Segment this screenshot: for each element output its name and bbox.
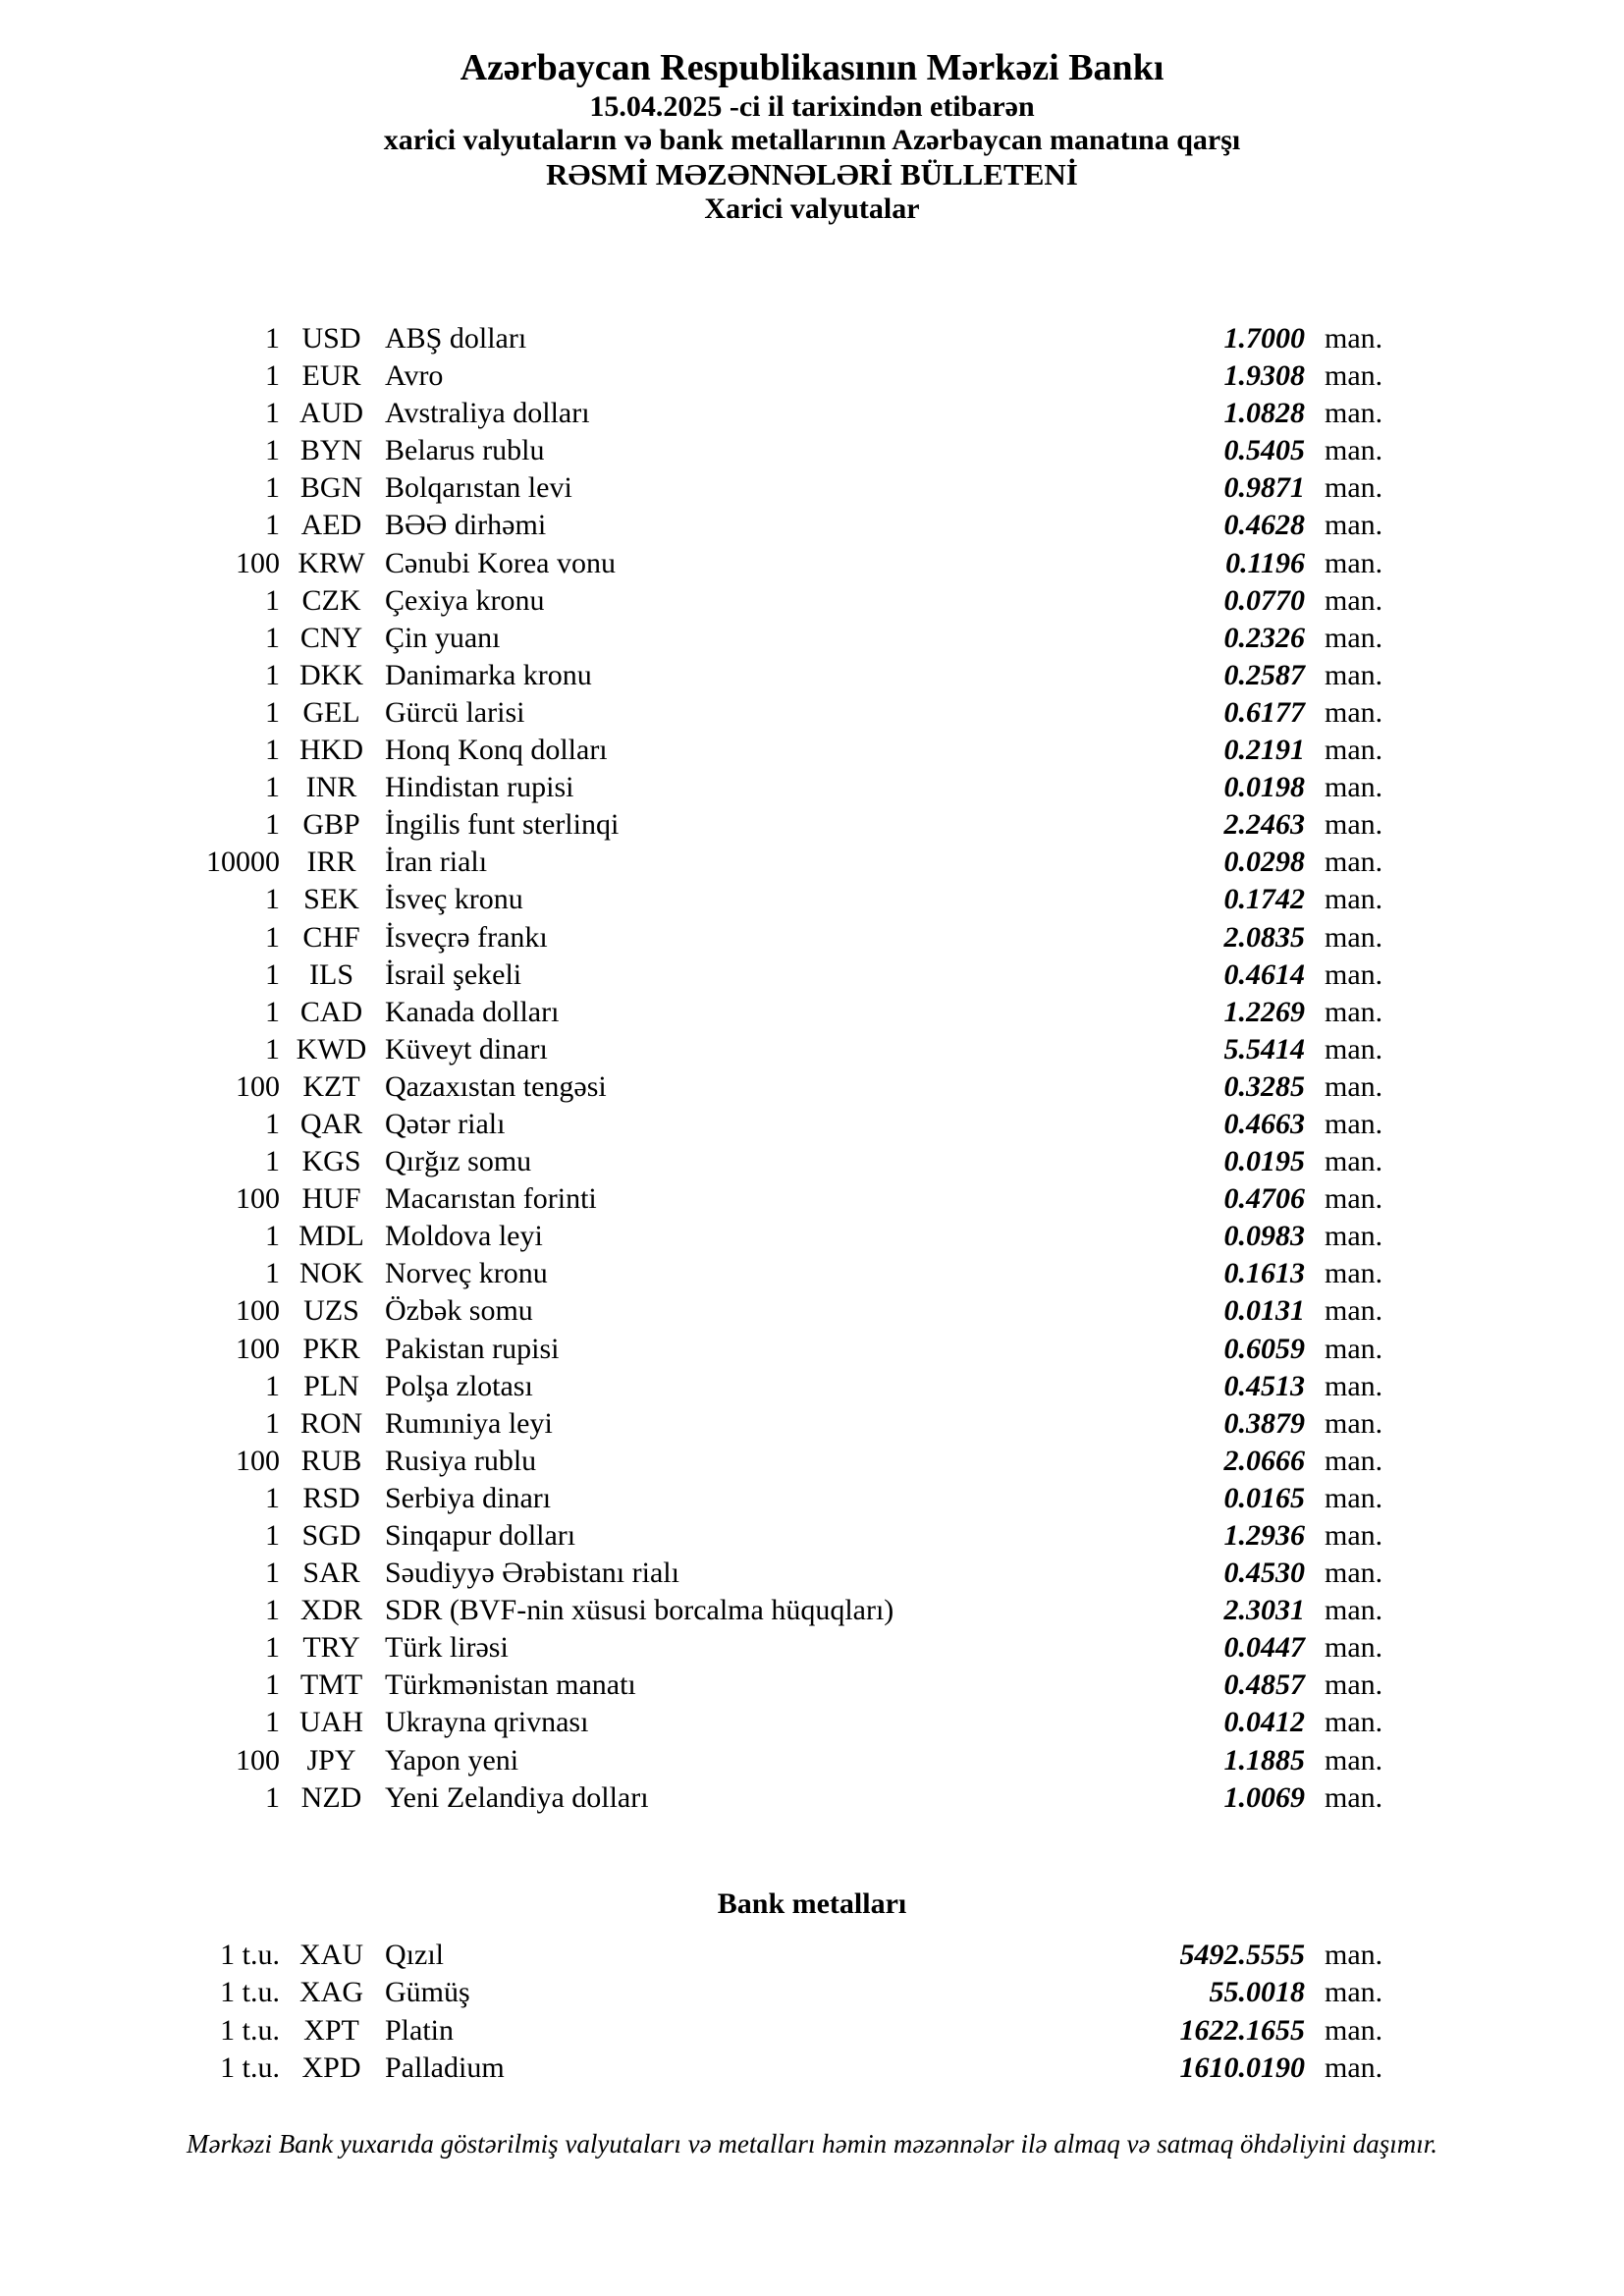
currency-code-cell: TMT [299, 1668, 363, 1702]
rate-value-cell: 1610.0190 [1179, 2051, 1305, 2085]
currency-code-cell: NZD [300, 1780, 362, 1814]
currency-name-cell: Yapon yeni [385, 1743, 519, 1777]
unit-label-cell: man. [1325, 1557, 1383, 1590]
unit-label-cell: man. [1325, 1706, 1383, 1739]
currency-name-cell: Moldova leyi [385, 1220, 543, 1253]
metal-name-cell: Platin [385, 2013, 455, 2047]
quantity-cell: 1 t.u. [220, 2051, 280, 2085]
rate-value-cell: 0.1196 [1225, 546, 1305, 579]
bulletin-header [0, 45, 1624, 192]
quantity-cell: 100 [236, 1743, 280, 1777]
quantity-cell: 1 [265, 695, 280, 729]
rate-value-cell: 1.2269 [1223, 995, 1305, 1028]
currency-row [152, 1443, 1398, 1480]
currency-code-cell: SEK [303, 883, 359, 916]
currency-row [152, 919, 1398, 957]
metal-code-cell: XAU [299, 1939, 363, 1971]
rate-value-cell: 0.0770 [1223, 583, 1305, 617]
metal-row [152, 2050, 1398, 2087]
quantity-cell: 1 [265, 957, 280, 991]
unit-label-cell: man. [1325, 2051, 1383, 2085]
quantity-cell: 1 [265, 1369, 280, 1402]
currency-row [152, 1555, 1398, 1592]
currency-row [152, 1517, 1398, 1555]
unit-label-cell: man. [1325, 1481, 1383, 1514]
currency-name-cell: Kanada dolları [385, 995, 560, 1028]
rate-value-cell: 0.4857 [1223, 1668, 1305, 1702]
unit-label-cell: man. [1325, 1369, 1383, 1402]
currency-row [152, 432, 1398, 469]
quantity-cell: 100 [236, 546, 280, 579]
metal-name-cell: Gümüş [385, 1976, 470, 2009]
unit-label-cell: man. [1325, 397, 1383, 430]
quantity-cell: 1 [265, 734, 280, 767]
unit-label-cell: man. [1325, 883, 1383, 916]
quantity-cell: 1 [265, 658, 280, 691]
currency-name-cell: Serbiya dinarı [385, 1481, 552, 1514]
unit-label-cell: man. [1325, 957, 1383, 991]
currency-name-cell: Rumıniya leyi [385, 1406, 553, 1440]
currency-name-cell: Türkmənistan manatı [385, 1668, 636, 1702]
quantity-cell: 1 [265, 883, 280, 916]
currency-code-cell: ILS [309, 957, 353, 991]
quantity-cell: 1 [265, 1631, 280, 1665]
unit-label-cell: man. [1325, 1519, 1383, 1552]
quantity-cell: 1 [265, 1481, 280, 1514]
currency-row [152, 881, 1398, 918]
rate-value-cell: 1.0069 [1223, 1780, 1305, 1814]
currency-name-cell: Küveyt dinarı [385, 1032, 548, 1066]
metals-section-title: Bank metalları [717, 1887, 907, 1920]
currency-code-cell: EUR [301, 359, 361, 393]
rate-value-cell: 0.2326 [1223, 621, 1305, 654]
currency-name-cell: Avro [385, 359, 444, 393]
rate-value-cell: 2.0835 [1223, 920, 1305, 954]
unit-label-cell: man. [1325, 1406, 1383, 1440]
unit-label-cell: man. [1325, 509, 1383, 542]
metal-name-cell: Qızıl [385, 1939, 444, 1971]
metal-row [152, 2012, 1398, 2050]
unit-label-cell: man. [1325, 1780, 1383, 1814]
bulletin-title: RƏSMİ MƏZƏNNƏLƏRİ BÜLLETENİ [546, 157, 1078, 191]
unit-label-cell: man. [1325, 1220, 1383, 1253]
unit-label-cell: man. [1325, 471, 1383, 505]
quantity-cell: 1 [265, 583, 280, 617]
currency-code-cell: CHF [302, 920, 360, 954]
currency-name-cell: İngilis funt sterlinqi [385, 808, 620, 842]
unit-label-cell: man. [1325, 808, 1383, 842]
quantity-cell: 1 [265, 471, 280, 505]
rate-value-cell: 0.2191 [1223, 734, 1305, 767]
currency-name-cell: İsveçrə frankı [385, 920, 548, 954]
currency-name-cell: Danimarka kronu [385, 658, 592, 691]
currency-code-cell: PKR [302, 1332, 360, 1365]
currency-row [152, 694, 1398, 732]
currency-code-cell: RUB [300, 1444, 362, 1477]
currency-name-cell: Yeni Zelandiya dolları [385, 1780, 649, 1814]
quantity-cell: 1 [265, 1594, 280, 1627]
currency-code-cell: CAD [299, 995, 363, 1028]
currency-row [152, 1031, 1398, 1068]
currency-code-cell: JPY [306, 1743, 356, 1777]
currency-name-cell: Honq Konq dolları [385, 734, 608, 767]
unit-label-cell: man. [1325, 920, 1383, 954]
currency-code-cell: INR [305, 771, 357, 804]
currency-row [152, 620, 1398, 657]
currency-row [152, 1143, 1398, 1180]
currency-code-cell: NOK [299, 1257, 363, 1290]
currency-row [152, 1218, 1398, 1255]
unit-label-cell: man. [1325, 1939, 1383, 1971]
currency-name-cell: Qırğız somu [385, 1145, 532, 1178]
currency-row [152, 732, 1398, 769]
unit-label-cell: man. [1325, 995, 1383, 1028]
currency-row [152, 395, 1398, 432]
unit-label-cell: man. [1325, 1257, 1383, 1290]
currency-row [152, 1629, 1398, 1667]
unit-label-cell: man. [1325, 1444, 1383, 1477]
currency-name-cell: BƏƏ dirhəmi [385, 509, 547, 542]
currency-row [152, 1779, 1398, 1817]
quantity-cell: 1 [265, 397, 280, 430]
currency-code-cell: KGS [301, 1145, 361, 1178]
currency-row [152, 1180, 1398, 1218]
quantity-cell: 1 [265, 1257, 280, 1290]
currency-name-cell: ABŞ dolları [385, 322, 527, 355]
currency-code-cell: GEL [302, 695, 360, 729]
quantity-cell: 100 [236, 1444, 280, 1477]
rate-value-cell: 0.0198 [1223, 771, 1305, 804]
rate-value-cell: 0.3285 [1223, 1069, 1305, 1103]
currency-name-cell: Çin yuanı [385, 621, 501, 654]
unit-label-cell: man. [1325, 1294, 1383, 1328]
rate-value-cell: 0.0983 [1223, 1220, 1305, 1253]
rate-value-cell: 0.4706 [1223, 1182, 1305, 1216]
currency-code-cell: XDR [299, 1594, 363, 1627]
currency-code-cell: AED [300, 509, 362, 542]
currency-code-cell: RSD [302, 1481, 360, 1514]
currency-row [152, 1480, 1398, 1517]
currency-name-cell: Macarıstan forinti [385, 1182, 597, 1216]
rate-value-cell: 0.5405 [1223, 434, 1305, 467]
currency-name-cell: Ukrayna qrivnası [385, 1706, 589, 1739]
currency-row [152, 357, 1398, 395]
currency-row [152, 1368, 1398, 1405]
currency-code-cell: RON [299, 1406, 363, 1440]
quantity-cell: 1 [265, 621, 280, 654]
unit-label-cell: man. [1325, 1332, 1383, 1365]
currency-code-cell: USD [301, 322, 361, 355]
currency-code-cell: UAH [299, 1706, 363, 1739]
effective-date-line: 15.04.2025 -ci il tarixindən etibarən [589, 90, 1035, 123]
currency-row [152, 1331, 1398, 1368]
currency-name-cell: İsrail şekeli [385, 957, 522, 991]
currency-rate-table [0, 320, 1624, 1817]
currency-code-cell: PLN [303, 1369, 359, 1402]
unit-label-cell: man. [1325, 1182, 1383, 1216]
currency-row [152, 1255, 1398, 1292]
quantity-cell: 1 [265, 1032, 280, 1066]
rate-value-cell: 0.0195 [1223, 1145, 1305, 1178]
currency-row [152, 1292, 1398, 1330]
currency-name-cell: Türk lirəsi [385, 1631, 509, 1665]
currency-name-cell: Pakistan rupisi [385, 1332, 560, 1365]
rate-value-cell: 0.2587 [1223, 658, 1305, 691]
rate-value-cell: 55.0018 [1209, 1976, 1305, 2009]
currency-code-cell: CZK [301, 583, 361, 617]
currency-code-cell: KRW [298, 546, 365, 579]
quantity-cell: 10000 [206, 846, 280, 879]
unit-label-cell: man. [1325, 434, 1383, 467]
metal-row [152, 1937, 1398, 1974]
unit-label-cell: man. [1325, 1069, 1383, 1103]
currency-row [152, 1667, 1398, 1704]
unit-label-cell: man. [1325, 583, 1383, 617]
currency-name-cell: İsveç kronu [385, 883, 523, 916]
currency-name-cell: Hindistan rupisi [385, 771, 574, 804]
rate-value-cell: 2.0666 [1223, 1444, 1305, 1477]
currency-code-cell: CNY [299, 621, 363, 654]
metals-rate-table [0, 1937, 1624, 2088]
quantity-cell: 1 [265, 359, 280, 393]
currency-code-cell: MDL [298, 1220, 364, 1253]
rate-value-cell: 5492.5555 [1179, 1939, 1305, 1971]
quantity-cell: 100 [236, 1069, 280, 1103]
currency-row [152, 657, 1398, 694]
currency-row [152, 545, 1398, 582]
quantity-cell: 1 [265, 920, 280, 954]
metal-code-cell: XPD [301, 2051, 361, 2085]
currency-name-cell: Norveç kronu [385, 1257, 548, 1290]
currency-name-cell: SDR (BVF-nin xüsusi borcalma hüquqları) [385, 1594, 894, 1627]
rate-value-cell: 5.5414 [1223, 1032, 1305, 1066]
rate-value-cell: 1.0828 [1223, 397, 1305, 430]
currency-code-cell: SAR [302, 1557, 360, 1590]
currency-row [152, 1742, 1398, 1779]
rate-value-cell: 0.0131 [1223, 1294, 1305, 1328]
quantity-cell: 1 t.u. [220, 1976, 280, 2009]
currency-row [152, 1592, 1398, 1629]
currency-code-cell: SGD [301, 1519, 361, 1552]
bank-title: Azərbaycan Respublikasının Mərkəzi Bankı [460, 47, 1164, 88]
rate-value-cell: 0.0165 [1223, 1481, 1305, 1514]
currency-row [152, 769, 1398, 806]
rate-value-cell: 2.2463 [1223, 808, 1305, 842]
rate-value-cell: 0.0298 [1223, 846, 1305, 879]
currency-code-cell: GBP [302, 808, 360, 842]
unit-label-cell: man. [1325, 771, 1383, 804]
currency-name-cell: Belarus rublu [385, 434, 545, 467]
currency-row [152, 320, 1398, 357]
quantity-cell: 1 [265, 1145, 280, 1178]
currency-name-cell: Səudiyyə Ərəbistanı rialı [385, 1557, 679, 1590]
currency-code-cell: KZT [302, 1069, 360, 1103]
unit-label-cell: man. [1325, 1668, 1383, 1702]
currency-name-cell: Sinqapur dolları [385, 1519, 576, 1552]
currency-code-cell: HKD [299, 734, 363, 767]
currency-name-cell: Çexiya kronu [385, 583, 545, 617]
currency-name-cell: Qətər rialı [385, 1107, 506, 1140]
rate-value-cell: 0.3879 [1223, 1406, 1305, 1440]
rate-value-cell: 0.6177 [1223, 695, 1305, 729]
unit-label-cell: man. [1325, 1145, 1383, 1178]
quantity-cell: 100 [236, 1294, 280, 1328]
rate-value-cell: 0.1613 [1223, 1257, 1305, 1290]
currency-code-cell: AUD [299, 397, 363, 430]
rate-value-cell: 1.9308 [1223, 359, 1305, 393]
unit-label-cell: man. [1325, 1107, 1383, 1140]
rate-value-cell: 1.2936 [1223, 1519, 1305, 1552]
metal-code-cell: XAG [299, 1976, 363, 2009]
unit-label-cell: man. [1325, 1976, 1383, 2009]
unit-label-cell: man. [1325, 2013, 1383, 2047]
quantity-cell: 1 [265, 434, 280, 467]
currency-name-cell: Qazaxıstan tengəsi [385, 1069, 607, 1103]
currency-name-cell: Özbək somu [385, 1294, 533, 1328]
quantity-cell: 1 [265, 1668, 280, 1702]
currency-code-cell: TRY [302, 1631, 360, 1665]
unit-label-cell: man. [1325, 846, 1383, 879]
rate-value-cell: 0.4513 [1223, 1369, 1305, 1402]
rate-value-cell: 0.0447 [1223, 1631, 1305, 1665]
currency-code-cell: BGN [299, 471, 363, 505]
metal-row [152, 1974, 1398, 2011]
currency-code-cell: UZS [303, 1294, 359, 1328]
currency-name-cell: Rusiya rublu [385, 1444, 537, 1477]
currency-row [152, 1704, 1398, 1741]
quantity-cell: 1 [265, 1220, 280, 1253]
currency-name-cell: Cənubi Korea vonu [385, 546, 616, 579]
disclaimer-note: Mərkəzi Bank yuxarıda göstərilmiş valyutaları və metalları həmin məzənnələr ilə almaq və satmaq öhdəliyini daşımır. [186, 2129, 1437, 2159]
currency-row [152, 1405, 1398, 1443]
quantity-cell: 1 [265, 509, 280, 542]
quantity-cell: 1 [265, 1557, 280, 1590]
rate-value-cell: 0.4663 [1223, 1107, 1305, 1140]
unit-label-cell: man. [1325, 1594, 1383, 1627]
currency-row [152, 994, 1398, 1031]
currency-code-cell: QAR [299, 1107, 363, 1140]
subtitle-line: xarici valyutaların və bank metallarının Azərbaycan manatına qarşı [383, 124, 1241, 156]
currency-name-cell: Avstraliya dolları [385, 397, 590, 430]
quantity-cell: 1 [265, 1519, 280, 1552]
currency-row [152, 1068, 1398, 1106]
unit-label-cell: man. [1325, 1743, 1383, 1777]
rate-value-cell: 0.0412 [1223, 1706, 1305, 1739]
currency-section-title: Xarici valyutalar [704, 192, 920, 225]
quantity-cell: 1 [265, 1406, 280, 1440]
currency-name-cell: Polşa zlotası [385, 1369, 533, 1402]
quantity-cell: 1 t.u. [220, 2013, 280, 2047]
currency-row [152, 1106, 1398, 1143]
currency-row [152, 582, 1398, 620]
currency-name-cell: Gürcü larisi [385, 695, 525, 729]
metal-code-cell: XPT [303, 2013, 359, 2047]
metal-name-cell: Palladium [385, 2051, 505, 2085]
currency-row [152, 469, 1398, 507]
quantity-cell: 1 [265, 322, 280, 355]
rate-value-cell: 1.7000 [1223, 322, 1305, 355]
rate-value-cell: 0.9871 [1223, 471, 1305, 505]
quantity-cell: 100 [236, 1182, 280, 1216]
quantity-cell: 100 [236, 1332, 280, 1365]
unit-label-cell: man. [1325, 546, 1383, 579]
currency-code-cell: KWD [296, 1032, 367, 1066]
rate-value-cell: 0.4614 [1223, 957, 1305, 991]
currency-name-cell: İran rialı [385, 846, 488, 879]
quantity-cell: 1 [265, 1780, 280, 1814]
unit-label-cell: man. [1325, 1631, 1383, 1665]
quantity-cell: 1 [265, 808, 280, 842]
currency-code-cell: DKK [299, 658, 363, 691]
quantity-cell: 1 [265, 771, 280, 804]
currency-name-cell: Bolqarıstan levi [385, 471, 572, 505]
currency-row [152, 957, 1398, 994]
rate-value-cell: 0.1742 [1223, 883, 1305, 916]
rate-value-cell: 0.4530 [1223, 1557, 1305, 1590]
unit-label-cell: man. [1325, 695, 1383, 729]
currency-row [152, 507, 1398, 544]
rate-value-cell: 0.6059 [1223, 1332, 1305, 1365]
unit-label-cell: man. [1325, 621, 1383, 654]
unit-label-cell: man. [1325, 658, 1383, 691]
unit-label-cell: man. [1325, 1032, 1383, 1066]
currency-code-cell: IRR [306, 846, 356, 879]
unit-label-cell: man. [1325, 322, 1383, 355]
currency-row [152, 806, 1398, 844]
unit-label-cell: man. [1325, 734, 1383, 767]
rate-value-cell: 1.1885 [1223, 1743, 1305, 1777]
rate-value-cell: 0.4628 [1223, 509, 1305, 542]
currency-row [152, 844, 1398, 881]
rate-value-cell: 1622.1655 [1179, 2013, 1305, 2047]
quantity-cell: 1 [265, 995, 280, 1028]
rate-value-cell: 2.3031 [1223, 1594, 1305, 1627]
unit-label-cell: man. [1325, 359, 1383, 393]
currency-code-cell: BYN [299, 434, 363, 467]
quantity-cell: 1 [265, 1706, 280, 1739]
quantity-cell: 1 [265, 1107, 280, 1140]
quantity-cell: 1 t.u. [220, 1939, 280, 1971]
currency-code-cell: HUF [301, 1182, 361, 1216]
